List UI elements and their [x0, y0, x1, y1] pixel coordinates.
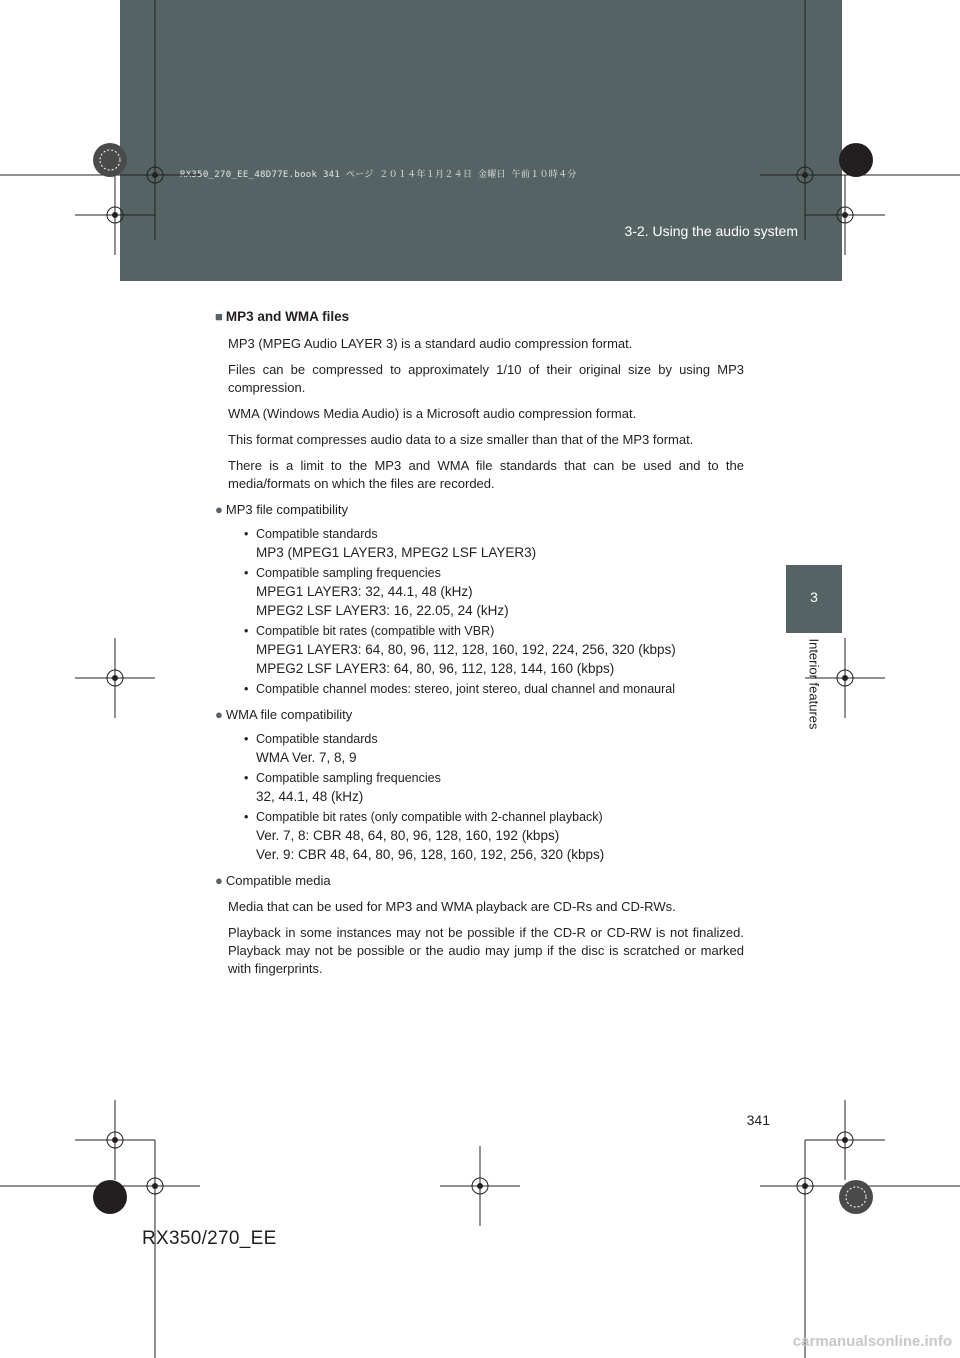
circle-bullet-icon: ●: [215, 707, 223, 722]
section-heading: ■ MP3 and WMA files: [215, 309, 350, 324]
paragraph: Media that can be used for MP3 and WMA playback are CD-Rs and CD-RWs.: [228, 899, 676, 914]
wma-compatibility-list: [215, 730, 744, 864]
circle-bullet-icon: ●: [215, 502, 223, 517]
file-stamp: RX350_270_EE_48D77E.book 341 ページ ２０１４年１月２４日 金曜日 午前１０時４分: [180, 170, 577, 180]
list-item: • Compatible bit rates (compatible with VBR) MPEG1 LAYER3: 64, 80, 96, 112, 128, 160, 192, 224, 256, 320 (kbps) MPEG2 LSF LAYER3: 64, 80, 96, 112, 128, 144, 160 (kbps): [244, 624, 676, 676]
circle-bullet-icon: ●: [215, 873, 223, 888]
model-code: RX350/270_EE: [142, 1228, 277, 1249]
list-item: • Compatible bit rates (only compatible with 2-channel playback) Ver. 7, 8: CBR 48, 64, 80, 96, 128, 160, 192 (kbps) Ver. 9: CBR 48, 64, 80, 96, 128, 160, 192, 256, 320 (kbps): [244, 810, 605, 862]
mp3-compatibility-heading: ● MP3 file compatibility: [215, 502, 348, 517]
dot-bullet-icon: •: [244, 527, 249, 541]
section-title: 3-2. Using the audio system: [624, 223, 798, 239]
paragraph: This format compresses audio data to a size smaller than that of the MP3 format.: [228, 432, 694, 447]
paragraph: WMA (Windows Media Audio) is a Microsoft audio compression format.: [228, 406, 637, 421]
dot-bullet-icon: •: [244, 566, 249, 580]
mp3-compatibility-list: [215, 525, 744, 698]
list-item: • Compatible standards WMA Ver. 7, 8, 9: [244, 732, 378, 765]
dot-bullet-icon: •: [244, 732, 249, 746]
dot-bullet-icon: •: [244, 771, 249, 785]
paragraph: There is a limit to the MP3 and WMA file standards that can be used and to the media/formats on which the files are recorded.: [228, 458, 744, 491]
page-content: [215, 308, 744, 986]
watermark: carmanualsonline.info: [792, 1333, 952, 1350]
dot-bullet-icon: •: [244, 624, 249, 638]
compatible-media-heading: ● Compatible media: [215, 873, 331, 888]
dot-bullet-icon: •: [244, 810, 249, 824]
list-item: • Compatible sampling frequencies 32, 44.1, 48 (kHz): [244, 771, 441, 804]
list-item: • Compatible sampling frequencies MPEG1 LAYER3: 32, 44.1, 48 (kHz) MPEG2 LSF LAYER3: 16, 22.05, 24 (kHz): [244, 566, 509, 618]
paragraph: MP3 (MPEG Audio LAYER 3) is a standard audio compression format.: [228, 336, 633, 351]
paragraph: Files can be compressed to approximately 1/10 of their original size by using MP3 compression.: [228, 362, 744, 395]
list-item: • Compatible standards MP3 (MPEG1 LAYER3, MPEG2 LSF LAYER3): [244, 527, 537, 560]
chapter-tab: [786, 565, 842, 633]
page-number: 341: [746, 1112, 770, 1128]
list-item: • Compatible channel modes: stereo, joint stereo, dual channel and monaural: [244, 682, 676, 696]
square-bullet-icon: ■: [215, 309, 223, 324]
wma-compatibility-heading: ● WMA file compatibility: [215, 707, 353, 722]
chapter-label: Interior features: [806, 638, 822, 730]
dot-bullet-icon: •: [244, 682, 249, 696]
chapter-number: 3: [810, 589, 818, 605]
paragraph: Playback in some instances may not be possible if the CD-R or CD-RW is not finalized. Playback may not be possible or the audio may jump if the disc is scratched or marked with fingerprints.: [228, 925, 744, 976]
